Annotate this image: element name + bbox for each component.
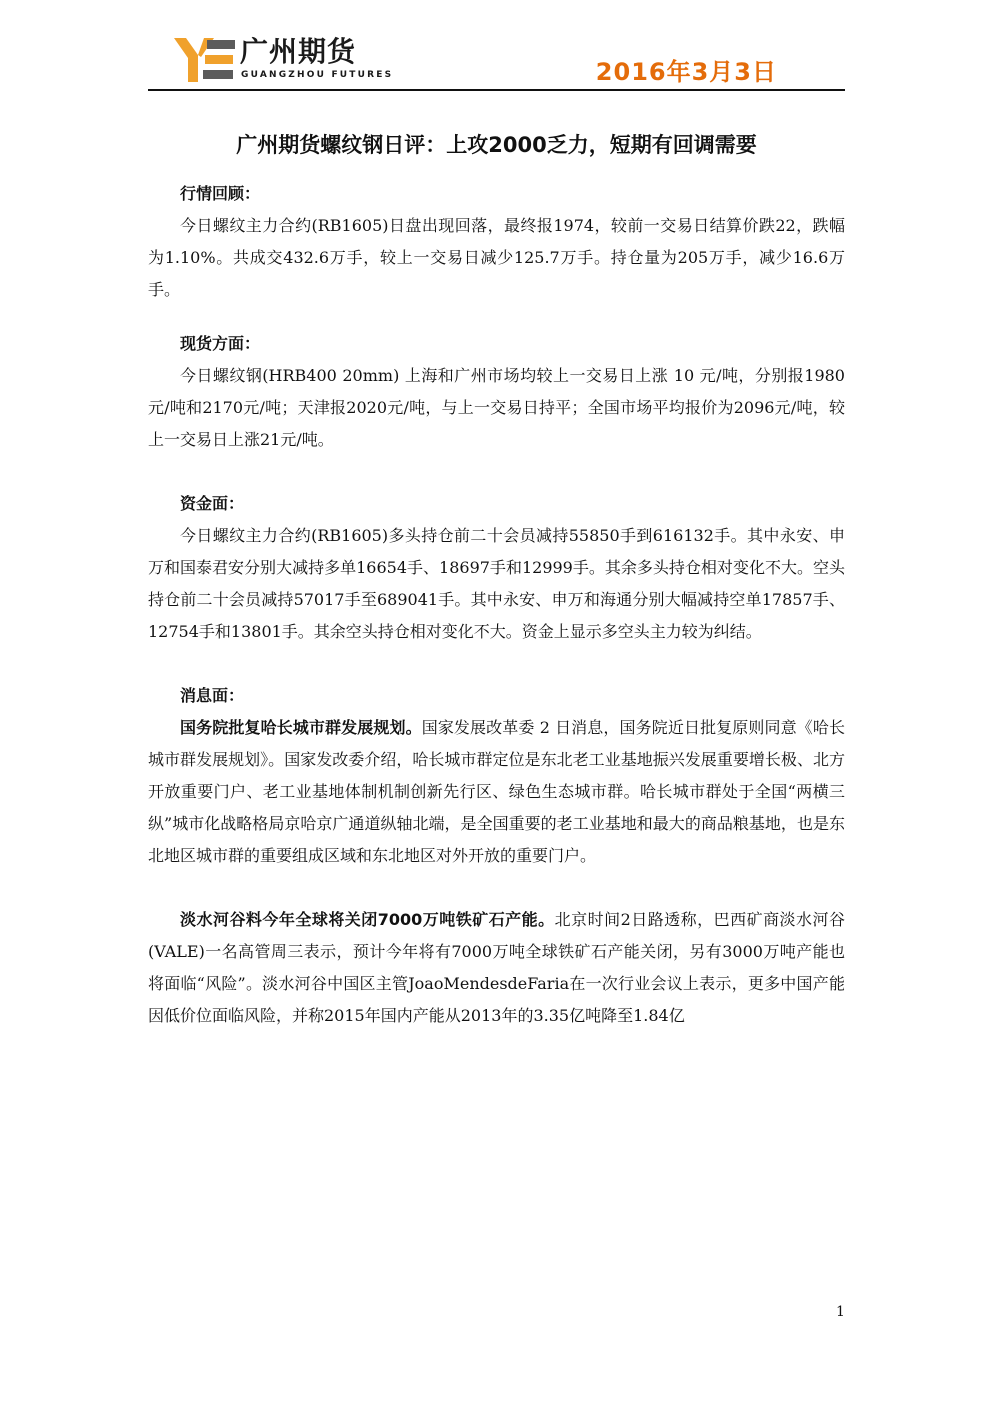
- news-item: [148, 904, 845, 1032]
- news-text: 北京时间2日路透称，巴西矿商淡水河谷(VALE)一名高管周三表示，预计今年将有7000万吨全球铁矿石产能关闭，另有3000万吨产能也将面临“风险”。淡水河谷中国区主管JoaoMendesdeFaria在一次行业会议上表示，更多中国产能因低价位面临风险，并称2015年国内产能从2013年的3.35亿吨降至1.84亿: [148, 910, 845, 1025]
- page-number: 1: [836, 1304, 845, 1320]
- logo-english-name: GUANGZHOU FUTURES: [241, 70, 394, 80]
- report-title: 广州期货螺纹钢日评：上攻2000乏力，短期有回调需要: [236, 133, 757, 157]
- section-heading-market: 行情回顾：: [180, 184, 261, 203]
- market-review-paragraph: 今日螺纹主力合约(RB1605)日盘出现回落，最终报1974，较前一交易日结算价跌22，跌幅为1.10%。共成交432.6万手，较上一交易日减少125.7万手。持仓量为205万手，减少16.6万手。: [148, 216, 845, 299]
- spot-paragraph: 今日螺纹钢(HRB400 20mm) 上海和广州市场均较上一交易日上涨 10 元/吨，分别报1980元/吨和2170元/吨；天津报2020元/吨，与上一交易日持平；全国市场平均报价为2096元/吨，较上一交易日上涨21元/吨。: [148, 366, 845, 449]
- guangzhou-futures-logo-icon: [174, 38, 236, 82]
- section-heading-funds: 资金面：: [180, 494, 245, 513]
- funds-paragraph: 今日螺纹主力合约(RB1605)多头持仓前二十会员减持55850手到616132手。其中永安、申万和国泰君安分别大减持多单16654手、18697手和12999手。其余多头持仓相对变化不大。空头持仓前二十会员减持57017手至689041手。其中永安、申万和海通分别大幅减持空单17857手、12754手和13801手。其余空头持仓相对变化不大。资金上显示多空头主力较为纠结。: [148, 526, 845, 641]
- news-item: [148, 712, 845, 872]
- logo-chinese-name: 广州期货: [240, 35, 357, 68]
- report-body: [148, 178, 845, 1032]
- header-divider: [148, 89, 845, 91]
- page-header: [148, 22, 845, 90]
- section-heading-news: 消息面：: [180, 686, 245, 705]
- report-date: 2016年3月3日: [595, 58, 777, 86]
- section-heading-spot: 现货方面：: [180, 334, 261, 353]
- news-headline: 国务院批复哈长城市群发展规划。: [180, 718, 422, 737]
- news-text: 国家发展改革委 2 日消息，国务院近日批复原则同意《哈长城市群发展规划》。国家发改委介绍，哈长城市群定位是东北老工业基地振兴发展重要增长极、北方开放重要门户、老工业基地体制机制创新先行区、绿色生态城市群。哈长城市群处于全国“两横三纵”城市化战略格局京哈京广通道纵轴北端，是全国重要的老工业基地和最大的商品粮基地，也是东北地区城市群的重要组成区域和东北地区对外开放的重要门户。: [148, 718, 845, 865]
- news-headline: 淡水河谷料今年全球将关闭7000万吨铁矿石产能。: [180, 910, 555, 929]
